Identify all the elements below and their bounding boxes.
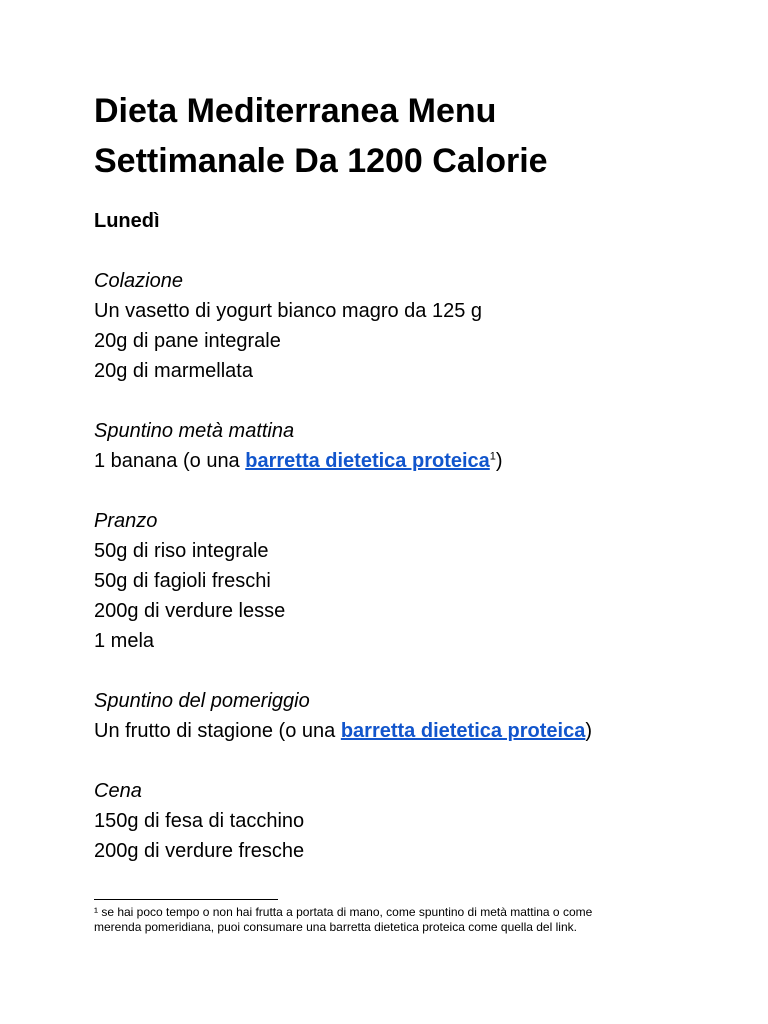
section-colazione [94,266,734,386]
document-page [94,86,734,866]
footnote-divider [94,899,278,900]
section-cena [94,776,734,866]
meal-heading-cena: Cena [94,780,142,802]
item-text-suffix: ) [495,450,503,472]
list-item: 150g di fesa di tacchino [94,810,305,832]
list-item: Un vasetto di yogurt bianco magro da 125 g [94,300,483,322]
footnote [94,905,694,935]
meal-heading-colazione: Colazione [94,270,183,292]
meal-heading-pranzo: Pranzo [94,510,158,532]
page-title [94,86,734,186]
barretta-link[interactable]: barretta dietetica proteica [245,450,490,472]
list-item: 1 mela [94,630,155,652]
footnote-line-2: merenda pomeridiana, puoi consumare una barretta dietetica proteica come quella del link. [94,920,577,934]
title-line-2: Settimanale Da 1200 Calorie [94,142,548,180]
item-text: Un frutto di stagione (o una [94,720,341,742]
footnote-line-1: ¹ se hai poco tempo o non hai frutta a portata di mano, come spuntino di metà mattina o come [94,905,593,919]
item-text-suffix: ) [585,720,593,742]
meal-heading-spuntino-mattina: Spuntino metà mattina [94,420,295,442]
barretta-link[interactable]: barretta dietetica proteica [340,720,586,742]
section-spuntino-pomeriggio [94,686,734,746]
footnote-reference[interactable]: 1 [489,450,496,463]
section-spuntino-mattina [94,416,734,476]
list-item: 20g di marmellata [94,360,253,382]
item-text: 1 banana (o una [94,450,246,472]
section-pranzo [94,506,734,656]
list-item: 50g di fagioli freschi [94,570,271,592]
list-item: 200g di verdure fresche [94,840,305,862]
title-line-1: Dieta Mediterranea Menu [94,92,497,130]
list-item [94,716,734,746]
list-item: 200g di verdure lesse [94,600,286,622]
meal-heading-spuntino-pomeriggio: Spuntino del pomeriggio [94,690,310,712]
list-item: 20g di pane integrale [94,330,281,352]
list-item: 50g di riso integrale [94,540,269,562]
day-heading: Lunedì [94,210,160,232]
list-item [94,446,734,476]
